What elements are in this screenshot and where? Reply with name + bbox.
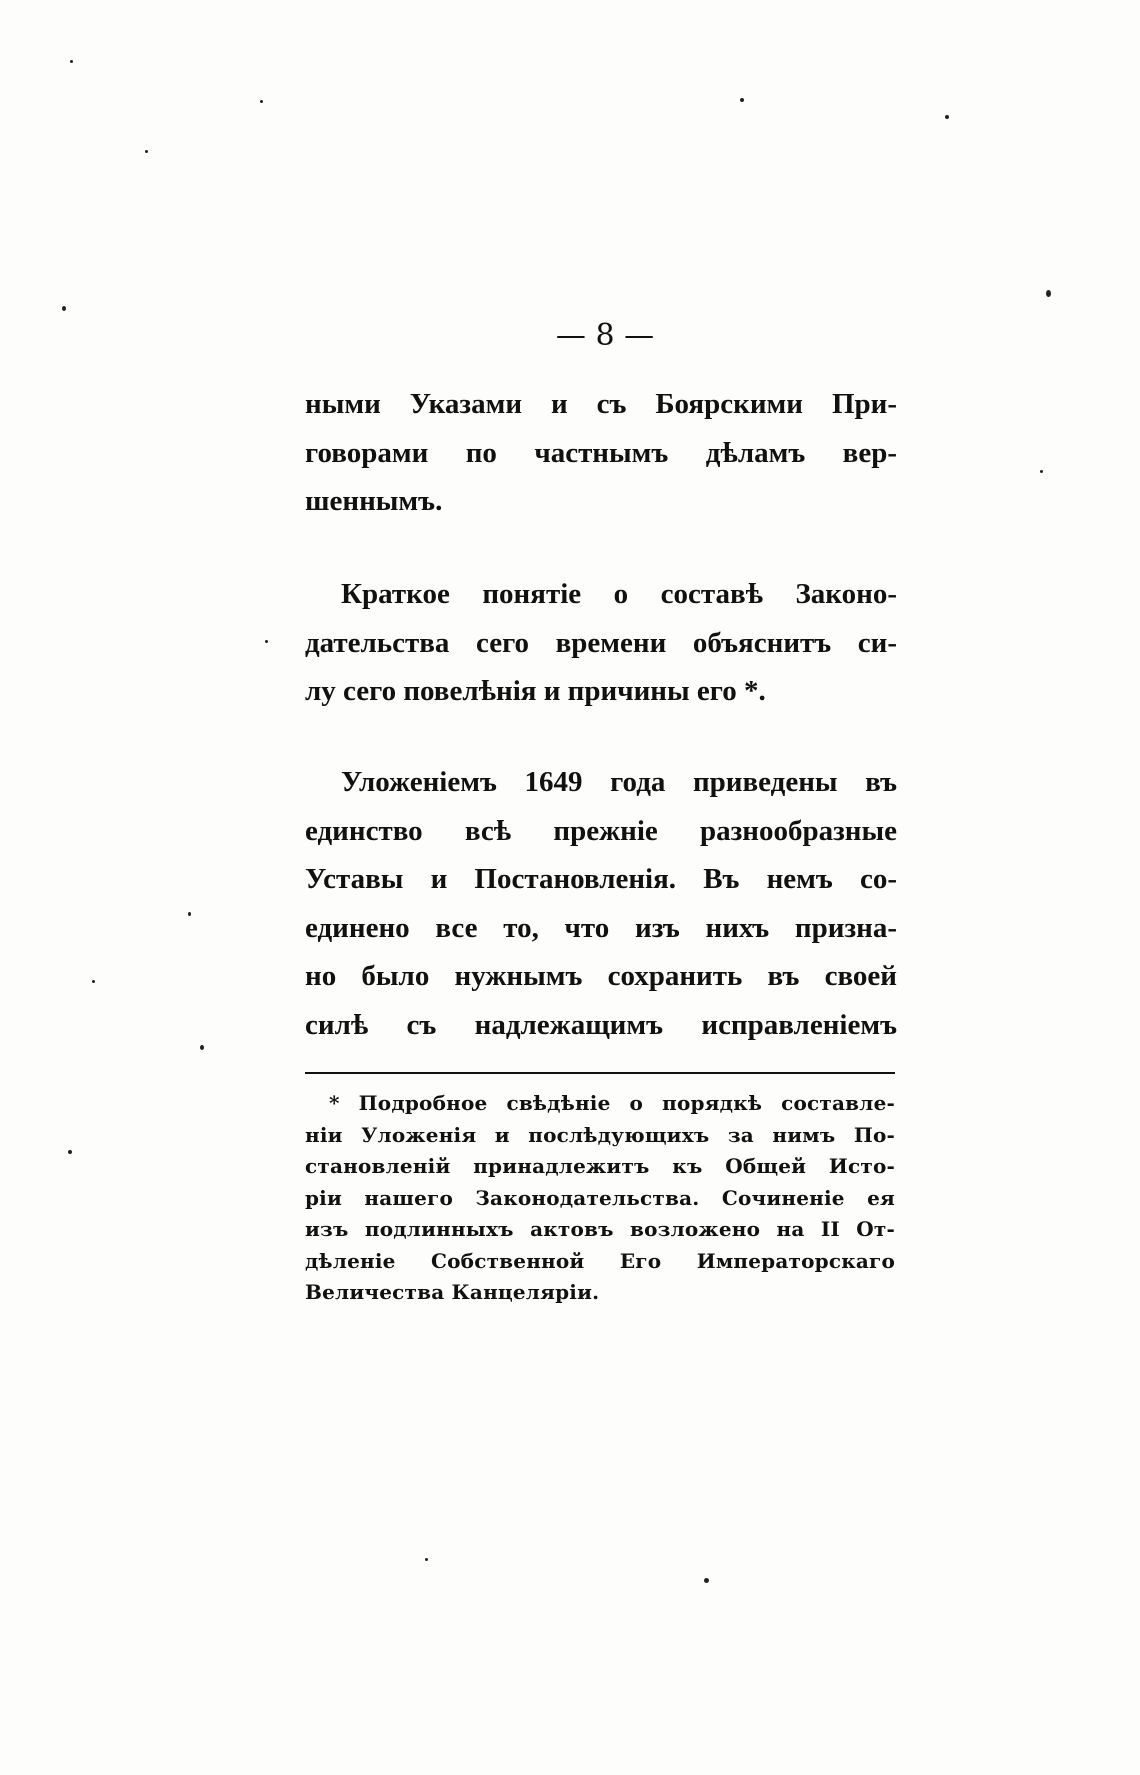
text-line: но было нужнымъ сохранить въ своей <box>305 960 897 992</box>
paragraph-3 <box>305 758 897 1049</box>
paper-speck <box>945 115 949 119</box>
footnote-line: становленій принадлежитъ къ Общей Исто- <box>305 1154 895 1178</box>
footnote-line: дѣленіе Собственной Его Императорскаго <box>305 1248 895 1273</box>
text-line: дательства сего времени объяснитъ си- <box>305 626 897 659</box>
paper-speck <box>62 306 66 311</box>
paper-speck <box>260 100 263 103</box>
text-line: шеннымъ. <box>305 485 443 517</box>
footnote-divider <box>305 1072 895 1074</box>
paper-speck <box>145 150 148 153</box>
text-line: лу сего повелѣнія и причины его *. <box>305 675 766 707</box>
footnote-line: ніи Уложенія и послѣдующихъ за нимъ По- <box>305 1122 895 1147</box>
paper-speck <box>70 60 73 63</box>
page-number: — 8 — <box>555 318 655 353</box>
paper-speck <box>188 912 191 916</box>
text-line: Уложеніемъ 1649 года приведены въ <box>341 766 897 798</box>
text-line: единено все то, что изъ нихъ призна- <box>305 911 897 944</box>
paper-speck <box>704 1578 709 1583</box>
text-line: силѣ съ надлежащимъ исправленіемъ <box>305 1008 897 1041</box>
footnote-line: Величества Канцеляріи. <box>305 1280 600 1304</box>
footnote-line: * Подробное свѣдѣніе о порядкѣ составле- <box>329 1091 895 1115</box>
paper-speck <box>425 1558 428 1561</box>
text-line: говорами по частнымъ дѣламъ вер- <box>305 436 897 469</box>
paper-speck <box>740 98 744 102</box>
paper-speck <box>68 1150 72 1154</box>
footnote-line: ріи нашего Законодательства. Сочиненіе ея <box>305 1185 895 1210</box>
text-line: Уставы и Постановленія. Въ немъ со- <box>305 863 897 895</box>
text-line: единство всѣ прежніе разнообразные <box>305 814 897 847</box>
paragraph-2 <box>305 570 897 716</box>
footnote <box>305 1088 895 1309</box>
paper-speck <box>200 1045 204 1050</box>
text-line: ными Указами и съ Боярскими При- <box>305 388 897 420</box>
footnote-line: изъ подлинныхъ актовъ возложено на II От- <box>305 1217 895 1241</box>
paper-speck <box>265 640 268 643</box>
text-line: Краткое понятіе о составѣ Законо- <box>341 578 897 610</box>
paper-speck <box>1040 470 1043 473</box>
paragraph-1 <box>305 380 897 526</box>
paper-speck <box>92 980 95 983</box>
paper-speck <box>1046 290 1051 297</box>
